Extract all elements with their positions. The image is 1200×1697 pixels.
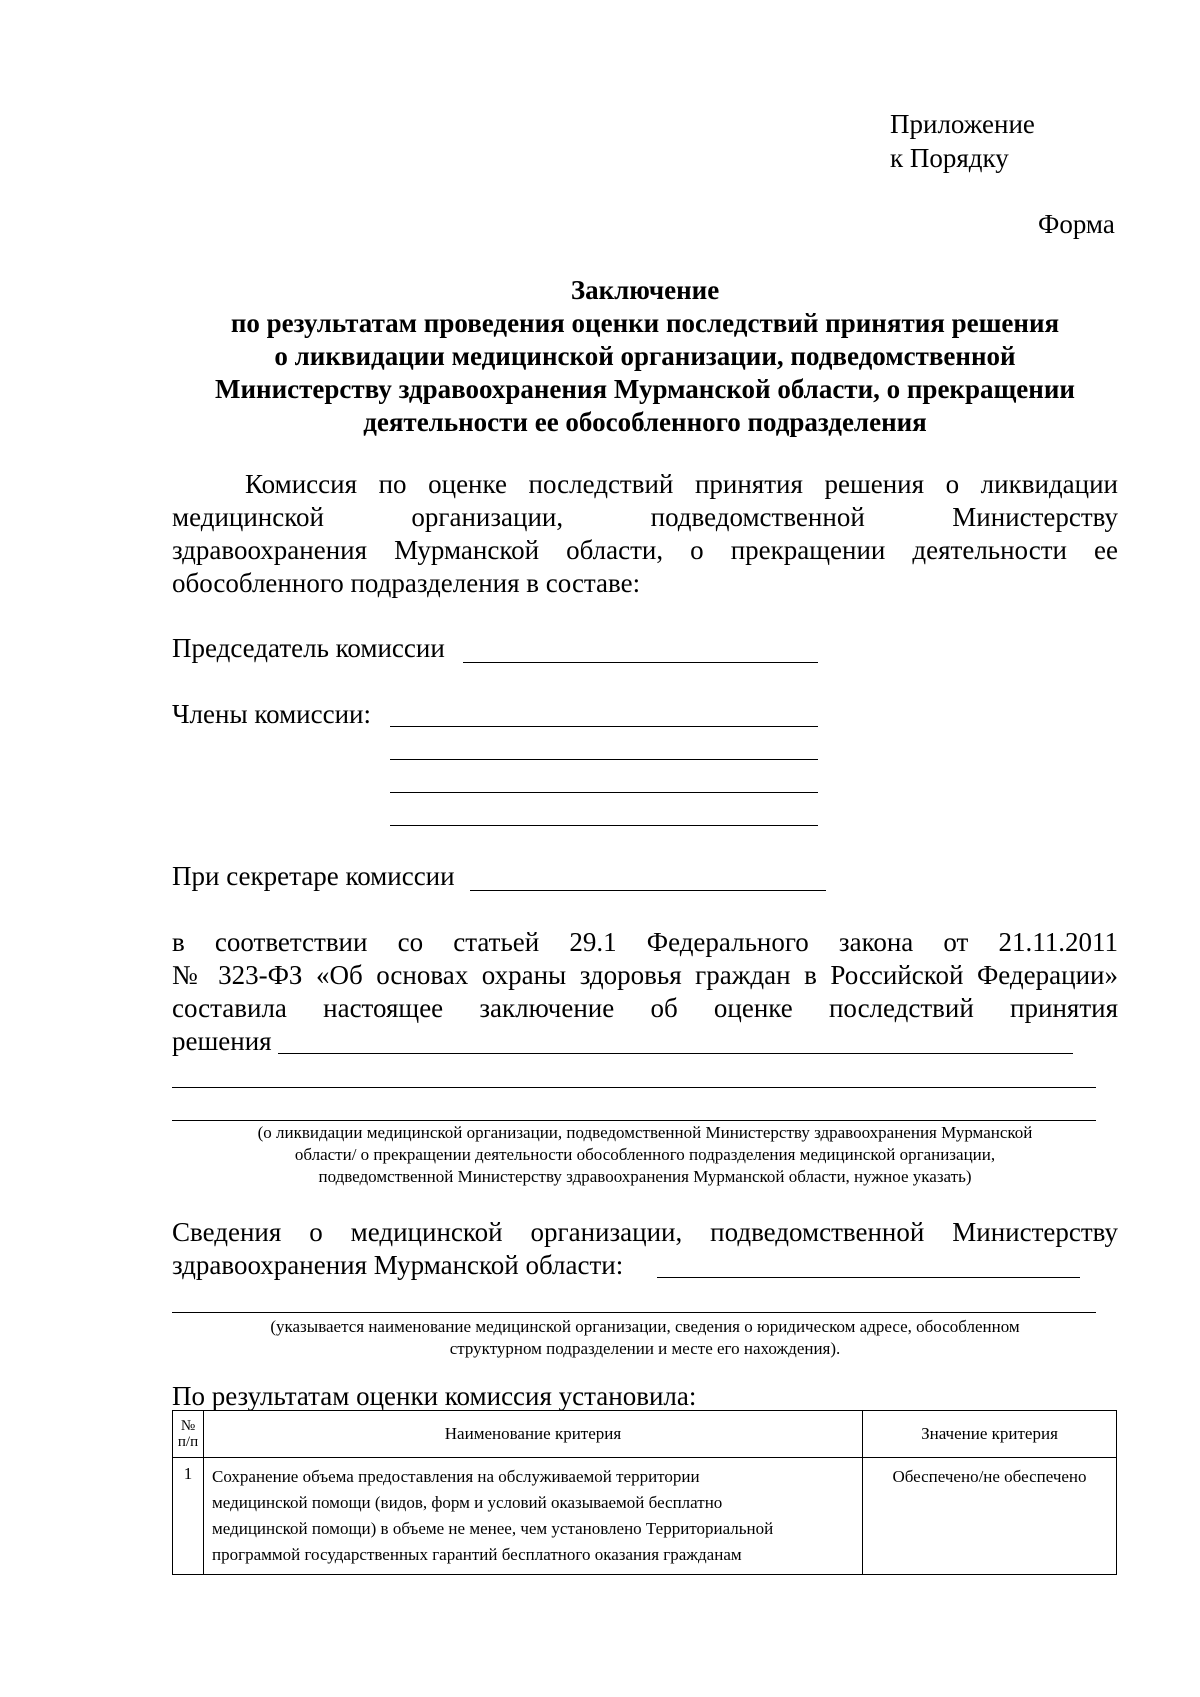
title-line-2: по результатам проведения оценки последствий принятия решения (230, 308, 1060, 338)
title-line-1: Заключение (570, 275, 720, 305)
org-info-line-2: здравоохранения Мурманской области: (172, 1250, 624, 1280)
org-note-line-1: (указывается наименование медицинской организации, сведения о юридическом адресе, обособленном (270, 1317, 1020, 1336)
basis-line-3: составила настоящее заключение об оценке последствий принятия (172, 993, 1118, 1023)
basis-line-1: в соответствии со статьей 29.1 Федерального закона от 21.11.2011 (172, 927, 1118, 957)
header-criterion-name: Наименование критерия (204, 1411, 863, 1458)
decision-field-2[interactable] (172, 1087, 1096, 1088)
title-line-5: деятельности ее обособленного подразделения (363, 407, 927, 437)
org-info-field-1[interactable] (657, 1277, 1080, 1278)
form-label: Форма (1038, 209, 1115, 239)
row-criterion-value[interactable]: Обеспечено/не обеспечено (863, 1458, 1117, 1575)
decision-field-3[interactable] (172, 1120, 1096, 1121)
row-criterion-line-2: медицинской помощи (видов, форм и условий оказываемой бесплатно (212, 1493, 723, 1512)
members-label: Члены комиссии: (172, 699, 371, 729)
header-number (173, 1411, 204, 1458)
basis-line-2: № 323-ФЗ «Об основах охраны здоровья граждан в Российской Федерации» (172, 960, 1118, 990)
member-field-1[interactable] (390, 726, 818, 727)
row-number: 1 (173, 1458, 204, 1575)
header-criterion-value: Значение критерия (863, 1411, 1117, 1458)
org-info-line-1: Сведения о медицинской организации, подведомственной Министерству (172, 1217, 1118, 1247)
member-field-2[interactable] (390, 759, 818, 760)
row-criterion-name (204, 1458, 863, 1575)
results-label: По результатам оценки комиссия установила: (172, 1381, 697, 1411)
row-criterion-line-4: программой государственных гарантий бесплатного оказания гражданам (212, 1545, 742, 1564)
org-info-field-2[interactable] (172, 1312, 1096, 1313)
intro-line-4: обособленного подразделения в составе: (172, 568, 641, 598)
chairman-label: Председатель комиссии (172, 633, 445, 663)
table-row (173, 1458, 1117, 1575)
appendix-line-2: к Порядку (890, 143, 1009, 173)
chairman-field[interactable] (463, 662, 818, 663)
decision-note-line-3: подведомственной Министерству здравоохранения Мурманской области, нужное указать) (318, 1167, 972, 1186)
decision-field-1[interactable] (278, 1053, 1073, 1054)
member-field-4[interactable] (390, 825, 818, 826)
org-note-line-2: структурном подразделении и месте его нахождения). (449, 1339, 841, 1358)
header-number-line-1: № (180, 1418, 196, 1434)
row-criterion-line-3: медицинской помощи) в объеме не менее, чем установлено Территориальной (212, 1519, 774, 1538)
decision-note-line-2: области/ о прекращении деятельности обособленного подразделения медицинской организации, (294, 1145, 996, 1164)
criteria-table (172, 1410, 1117, 1575)
basis-line-4: решения (172, 1026, 272, 1056)
table-header-row (173, 1411, 1117, 1458)
header-number-line-2: п/п (177, 1434, 199, 1450)
intro-line-3: здравоохранения Мурманской области, о прекращении деятельности ее (172, 535, 1118, 565)
title-line-3: о ликвидации медицинской организации, подведомственной (274, 341, 1016, 371)
title-line-4: Министерству здравоохранения Мурманской области, о прекращении (215, 374, 1075, 404)
intro-line-2: медицинской организации, подведомственной Министерству (172, 502, 1118, 532)
member-field-3[interactable] (390, 792, 818, 793)
secretary-field[interactable] (470, 890, 826, 891)
row-criterion-line-1: Сохранение объема предоставления на обслуживаемой территории (212, 1467, 700, 1486)
appendix-line-1: Приложение (890, 109, 1035, 139)
decision-note-line-1: (о ликвидации медицинской организации, подведомственной Министерству здравоохранения Мурманской (257, 1123, 1033, 1142)
secretary-label: При секретаре комиссии (172, 861, 455, 891)
intro-line-1: Комиссия по оценке последствий принятия решения о ликвидации (245, 469, 1118, 499)
